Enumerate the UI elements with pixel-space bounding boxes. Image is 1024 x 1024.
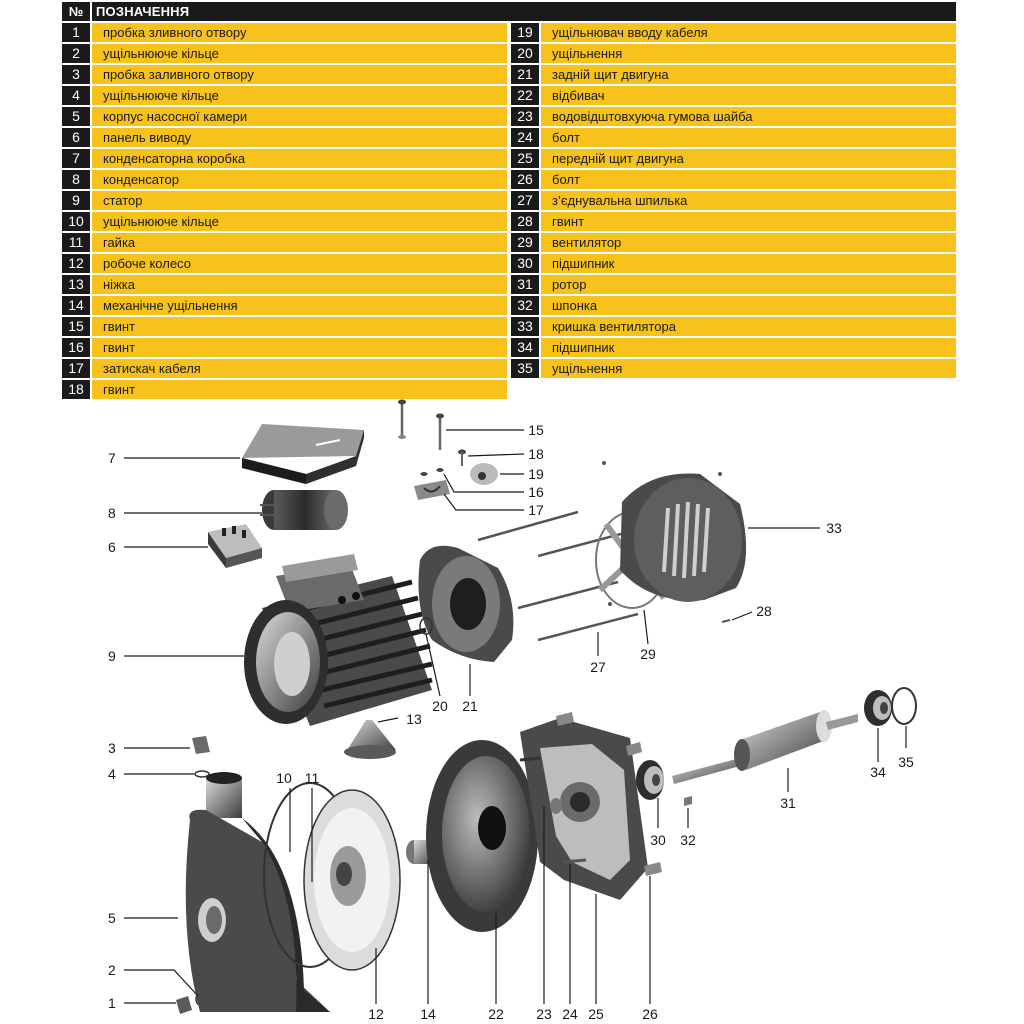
callout-1: 1 <box>108 995 116 1011</box>
legend-row <box>511 233 956 254</box>
legend-row-label: ущільнювач вводу кабеля <box>541 23 956 42</box>
callout-28: 28 <box>756 603 772 619</box>
callout-11: 11 <box>304 770 320 786</box>
callout-6: 6 <box>108 539 116 555</box>
legend-row <box>511 212 956 233</box>
capacitor-box-part <box>242 424 364 484</box>
legend-row <box>62 23 507 44</box>
legend-row-label: ущільнення <box>541 359 956 378</box>
legend-row-label: з’єднувальна шпилька <box>541 191 956 210</box>
cable-gland-part <box>470 463 498 485</box>
legend-row <box>62 338 507 359</box>
legend-row-number: 32 <box>511 296 539 315</box>
legend-row <box>62 44 507 65</box>
legend-row <box>511 254 956 275</box>
legend-row-label: пробка заливного отвору <box>92 65 507 84</box>
callout-29: 29 <box>640 646 656 662</box>
legend-row-number: 7 <box>62 149 90 168</box>
legend-row <box>511 128 956 149</box>
seal-ring-4-part <box>195 771 209 777</box>
exploded-pump-diagram <box>0 398 1024 1024</box>
callout-15: 15 <box>528 422 544 438</box>
callout-25: 25 <box>588 1006 604 1022</box>
legend-row <box>62 233 507 254</box>
legend-row-label: ущільнення <box>541 44 956 63</box>
legend-row-number: 21 <box>511 65 539 84</box>
callout-19: 19 <box>528 466 544 482</box>
legend-row-label: болт <box>541 170 956 189</box>
legend-row-label: підшипник <box>541 338 956 357</box>
legend-row <box>62 128 507 149</box>
legend-row-number: 30 <box>511 254 539 273</box>
legend-row-number: 1 <box>62 23 90 42</box>
legend-row <box>62 254 507 275</box>
legend-row <box>511 44 956 65</box>
legend-row <box>511 338 956 359</box>
callout-14: 14 <box>420 1006 436 1022</box>
legend-row-label: гвинт <box>92 338 507 357</box>
legend-row <box>511 149 956 170</box>
legend-row <box>62 191 507 212</box>
legend-row-number: 10 <box>62 212 90 231</box>
legend-row <box>511 170 956 191</box>
legend-row <box>62 65 507 86</box>
callout-32: 32 <box>680 832 696 848</box>
legend-row-number: 34 <box>511 338 539 357</box>
legend-row-number: 8 <box>62 170 90 189</box>
bolt-24-part <box>562 860 586 862</box>
legend-row-label: задній щит двигуна <box>541 65 956 84</box>
legend-row-number: 26 <box>511 170 539 189</box>
legend-row <box>511 359 956 380</box>
callout-8: 8 <box>108 505 116 521</box>
legend-row-number: 19 <box>511 23 539 42</box>
callout-9: 9 <box>108 648 116 664</box>
legend-row-number: 3 <box>62 65 90 84</box>
legend-row-label: ущільнююче кільце <box>92 86 507 105</box>
screw-18-part <box>458 450 466 467</box>
legend-row <box>62 275 507 296</box>
legend-row-number: 33 <box>511 317 539 336</box>
callout-7: 7 <box>108 450 116 466</box>
legend-row-label: гвинт <box>92 317 507 336</box>
callout-30: 30 <box>650 832 666 848</box>
legend-row-number: 13 <box>62 275 90 294</box>
legend-row-number: 2 <box>62 44 90 63</box>
legend-row-label: робоче колесо <box>92 254 507 273</box>
legend-row-label: ротор <box>541 275 956 294</box>
legend-row-label: ущільнююче кільце <box>92 212 507 231</box>
legend-row <box>62 86 507 107</box>
legend-row <box>511 191 956 212</box>
legend-row <box>62 296 507 317</box>
legend-row-label: ніжка <box>92 275 507 294</box>
legend-row-label: затискач кабеля <box>92 359 507 378</box>
legend-row-number: 35 <box>511 359 539 378</box>
legend-row-label: відбивач <box>541 86 956 105</box>
legend-row-label: кришка вентилятора <box>541 317 956 336</box>
legend-header-num: № <box>62 2 90 21</box>
parts-legend <box>62 2 956 398</box>
bearing-34-part <box>864 690 892 726</box>
legend-row <box>511 65 956 86</box>
screws-16-part <box>421 468 444 476</box>
callout-31: 31 <box>780 795 796 811</box>
legend-row-label: панель виводу <box>92 128 507 147</box>
callout-35: 35 <box>898 754 914 770</box>
screws-15-part <box>398 400 444 451</box>
callout-3: 3 <box>108 740 116 756</box>
legend-row-number: 31 <box>511 275 539 294</box>
legend-row-number: 12 <box>62 254 90 273</box>
legend-row-number: 9 <box>62 191 90 210</box>
legend-row-label: конденсатор <box>92 170 507 189</box>
legend-row <box>511 296 956 317</box>
legend-row-number: 11 <box>62 233 90 252</box>
legend-row <box>511 86 956 107</box>
legend-row-label: конденсаторна коробка <box>92 149 507 168</box>
key-part <box>684 796 692 806</box>
screw-top-left-part <box>602 461 606 465</box>
legend-row-number: 24 <box>511 128 539 147</box>
legend-row-label: передній щит двигуна <box>541 149 956 168</box>
callout-24: 24 <box>562 1006 578 1022</box>
screw-top-right-part <box>718 472 722 476</box>
legend-row-label: вентилятор <box>541 233 956 252</box>
legend-row-number: 15 <box>62 317 90 336</box>
legend-row-number: 20 <box>511 44 539 63</box>
callout-22: 22 <box>488 1006 504 1022</box>
legend-row-number: 23 <box>511 107 539 126</box>
legend-row-label: гайка <box>92 233 507 252</box>
callout-17: 17 <box>528 502 544 518</box>
callout-21: 21 <box>462 698 478 714</box>
terminal-panel-part <box>208 524 262 568</box>
legend-row-number: 6 <box>62 128 90 147</box>
legend-row-label: шпонка <box>541 296 956 315</box>
legend-row-label: статор <box>92 191 507 210</box>
legend-row-number: 4 <box>62 86 90 105</box>
legend-row <box>511 107 956 128</box>
legend-row-label: гвинт <box>92 380 507 399</box>
legend-row <box>62 149 507 170</box>
callout-13: 13 <box>406 711 422 727</box>
callout-10: 10 <box>276 770 292 786</box>
legend-row-label: корпус насосної камери <box>92 107 507 126</box>
fill-plug-part <box>192 736 210 754</box>
legend-row-number: 14 <box>62 296 90 315</box>
callout-33: 33 <box>826 520 842 536</box>
legend-row-number: 16 <box>62 338 90 357</box>
rotor-part <box>672 710 858 784</box>
legend-row <box>62 359 507 380</box>
bearing-30-part <box>636 760 664 800</box>
legend-row-label: ущільнююче кільце <box>92 44 507 63</box>
legend-row-label: гвинт <box>541 212 956 231</box>
legend-row <box>62 317 507 338</box>
legend-column-left <box>62 23 507 401</box>
legend-row-number: 28 <box>511 212 539 231</box>
legend-row-label: механічне ущільнення <box>92 296 507 315</box>
legend-row <box>62 212 507 233</box>
callout-20: 20 <box>432 698 448 714</box>
legend-column-right <box>511 23 956 380</box>
callout-5: 5 <box>108 910 116 926</box>
stator-part <box>244 554 432 726</box>
rubber-washer-part <box>550 798 562 814</box>
legend-row <box>511 317 956 338</box>
legend-row-number: 5 <box>62 107 90 126</box>
callout-27: 27 <box>590 659 606 675</box>
legend-row-label: болт <box>541 128 956 147</box>
screw-bottom-part <box>608 602 612 606</box>
callout-12: 12 <box>368 1006 384 1022</box>
legend-row-label: підшипник <box>541 254 956 273</box>
exploded-view-svg <box>0 398 1024 1024</box>
legend-row-label: водовідштовхуюча гумова шайба <box>541 107 956 126</box>
callout-34: 34 <box>870 764 886 780</box>
callout-4: 4 <box>108 766 116 782</box>
legend-row-label: пробка зливного отвору <box>92 23 507 42</box>
legend-row <box>62 107 507 128</box>
legend-row <box>511 23 956 44</box>
legend-row-number: 29 <box>511 233 539 252</box>
legend-row-number: 27 <box>511 191 539 210</box>
capacitor-part <box>260 490 348 530</box>
legend-header-title: ПОЗНАЧЕННЯ <box>92 2 956 21</box>
fan-cover-part <box>620 474 746 602</box>
impeller-part <box>304 790 400 970</box>
foot-part <box>344 720 396 759</box>
legend-row-number: 18 <box>62 380 90 399</box>
legend-row-number: 22 <box>511 86 539 105</box>
legend-row <box>62 170 507 191</box>
callout-18: 18 <box>528 446 544 462</box>
legend-row-number: 25 <box>511 149 539 168</box>
callout-26: 26 <box>642 1006 658 1022</box>
screw-28-part <box>722 620 730 622</box>
legend-row-number: 17 <box>62 359 90 378</box>
rear-shield-part <box>419 546 514 662</box>
drain-plug-part <box>176 996 192 1014</box>
deflector-part <box>426 740 538 932</box>
legend-header <box>62 2 956 21</box>
legend-row <box>511 275 956 296</box>
cable-clamp-part <box>414 480 450 500</box>
seal-ring-35-part <box>892 688 916 724</box>
callout-23: 23 <box>536 1006 552 1022</box>
callout-16: 16 <box>528 484 544 500</box>
callout-2: 2 <box>108 962 116 978</box>
